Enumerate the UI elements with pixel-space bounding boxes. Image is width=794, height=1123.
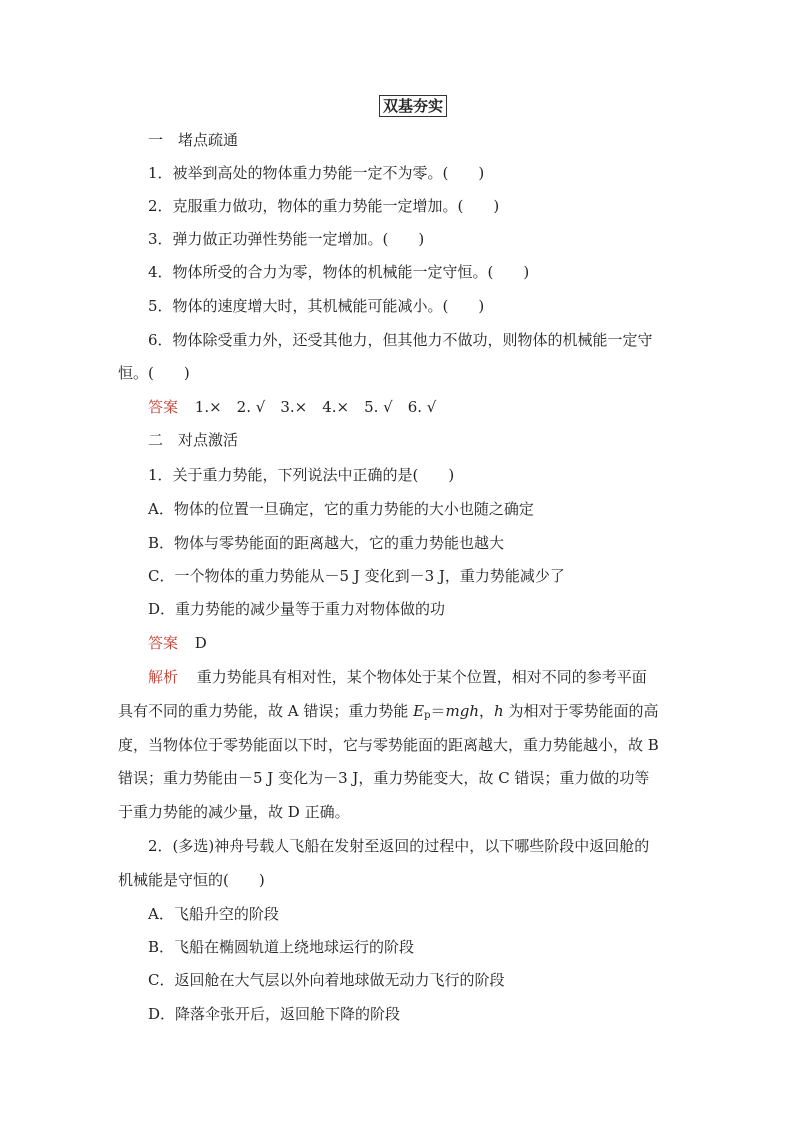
analysis-line-1 bbox=[148, 667, 647, 687]
problem-1-option-b: B．物体与零势能面的距离越大，它的重力势能也越大 bbox=[148, 534, 505, 552]
formula-symbol-h: h bbox=[494, 702, 504, 720]
question-6-line1: 6．物体除受重力外，还受其他力，但其他力不做功，则物体的机械能一定守 bbox=[148, 331, 653, 349]
formula-subscript-p: p bbox=[424, 710, 431, 721]
answer-label: 答案 bbox=[148, 634, 179, 652]
analysis-line-4: 错误；重力势能由－5 J 变化为－3 J，重力势能变大，故 C 错误；重力做的功等 bbox=[118, 769, 650, 787]
analysis-text: 具有不同的重力势能，故 A 错误；重力势能 bbox=[118, 702, 414, 720]
section2-heading: 二 对点激活 bbox=[148, 431, 239, 449]
analysis-label: 解析 bbox=[148, 668, 179, 686]
formula-separator: ， bbox=[479, 702, 495, 720]
analysis-text: 重力势能具有相对性，某个物体处于某个位置，相对不同的参考平面 bbox=[196, 668, 647, 686]
formula-equals: ＝ bbox=[430, 702, 446, 720]
problem-1-option-d: D．重力势能的减少量等于重力对物体做的功 bbox=[148, 600, 446, 618]
section1-answer bbox=[148, 397, 436, 417]
answer-label: 答案 bbox=[148, 398, 179, 416]
problem-1-option-a: A．物体的位置一旦确定，它的重力势能的大小也随之确定 bbox=[148, 500, 534, 518]
problem-1-stem: 1．关于重力势能，下列说法中正确的是( ) bbox=[148, 466, 455, 484]
problem-2-option-c: C．返回舱在大气层以外向着地球做无动力飞行的阶段 bbox=[148, 971, 505, 989]
problem-2-stem-line1: 2．(多选)神舟号载人飞船在发射至返回的过程中，以下哪些阶段中返回舱的 bbox=[148, 837, 650, 855]
analysis-line-3: 度，当物体位于零势能面以下时，它与零势能面的距离越大，重力势能越小，故 B bbox=[118, 736, 659, 754]
question-6-line2: 恒。( ) bbox=[118, 364, 190, 382]
problem-2-stem-line2: 机械能是守恒的( ) bbox=[118, 871, 265, 889]
analysis-line-2 bbox=[118, 701, 658, 726]
question-5: 5．物体的速度增大时，其机械能可能减小。( ) bbox=[148, 297, 485, 315]
answer-text: 1.× 2. √ 3.× 4.× 5. √ 6. √ bbox=[194, 398, 437, 416]
formula-symbol-e: E bbox=[413, 702, 425, 720]
answer-text: D bbox=[194, 634, 207, 652]
problem-2-option-b: B．飞船在椭圆轨道上绕地球运行的阶段 bbox=[148, 938, 415, 956]
analysis-line-5: 于重力势能的减少量，故 D 正确。 bbox=[118, 803, 350, 821]
problem-2-option-d: D．降落伞张开后，返回舱下降的阶段 bbox=[148, 1005, 401, 1023]
section-title-box: 双基夯实 bbox=[379, 95, 447, 117]
question-2: 2．克服重力做功，物体的重力势能一定增加。( ) bbox=[148, 197, 500, 215]
problem-1-option-c: C．一个物体的重力势能从－5 J 变化到－3 J，重力势能减少了 bbox=[148, 567, 565, 585]
analysis-text: 为相对于零势能面的高 bbox=[503, 702, 659, 720]
question-1: 1．被举到高处的物体重力势能一定不为零。( ) bbox=[148, 164, 485, 182]
formula-mgh: mgh bbox=[445, 702, 480, 720]
section1-heading: 一 堵点疏通 bbox=[148, 131, 239, 149]
problem-2-option-a: A．飞船升空的阶段 bbox=[148, 905, 279, 923]
question-3: 3．弹力做正功弹性势能一定增加。( ) bbox=[148, 230, 425, 248]
question-4: 4．物体所受的合力为零，物体的机械能一定守恒。( ) bbox=[148, 263, 530, 281]
problem-1-answer bbox=[148, 633, 207, 653]
